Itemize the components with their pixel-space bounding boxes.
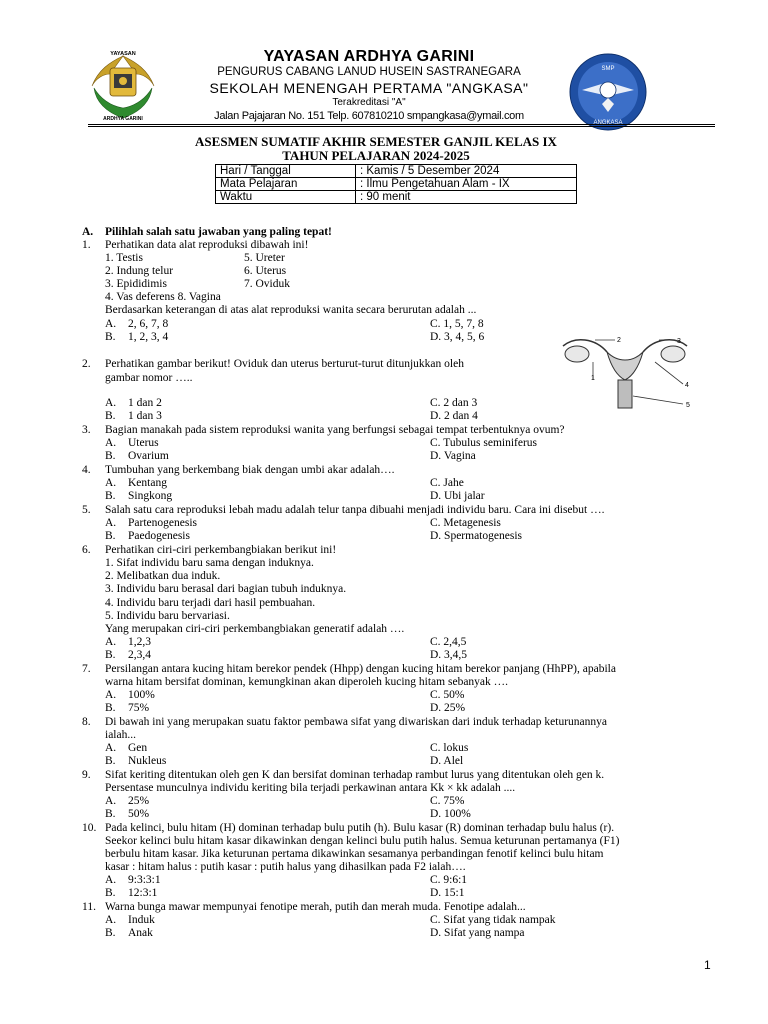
option-c[interactable]: C. 75% [430, 795, 465, 807]
option-b[interactable] [105, 649, 151, 662]
option-a[interactable] [105, 689, 155, 702]
list-item: 5. Individu baru bervariasi. [105, 610, 230, 622]
list-item: 3. Epididimis [105, 278, 167, 290]
exam-title: ASESMEN SUMATIF AKHIR SEMESTER GANJIL KELAS IX [195, 134, 557, 149]
option-text: Induk [128, 914, 155, 926]
foundation-name: YAYASAN ARDHYA GARINI [263, 48, 475, 65]
option-d[interactable]: D. 3,4,5 [430, 649, 468, 661]
list-item: 3. Individu baru berasal dari bagian tubuh induknya. [105, 583, 347, 595]
question-number: 5. [82, 504, 91, 516]
option-d[interactable]: D. Sifat yang nampa [430, 927, 525, 939]
question-number: 7. [82, 663, 91, 675]
info-row [216, 178, 577, 191]
list-item: 2. Melibatkan dua induk. [105, 570, 221, 582]
school-address: Jalan Pajajaran No. 151 Telp. 607810210 smpangkasa@ymail.com [214, 110, 524, 122]
option-label: B. [105, 887, 116, 899]
option-label: A. [105, 318, 117, 330]
info-value: : Kamis / 5 Desember 2024 [356, 165, 577, 178]
option-d[interactable]: D. 2 dan 4 [430, 410, 478, 422]
option-c[interactable]: C. Tubulus seminiferus [430, 437, 538, 449]
figure-label-1: 1 [591, 375, 595, 382]
info-value: : Ilmu Pengetahuan Alam - IX [356, 178, 577, 191]
option-d[interactable]: D. 15:1 [430, 887, 465, 899]
info-key: Waktu [216, 191, 356, 204]
option-text: 1 dan 3 [128, 410, 162, 422]
section-letter: A. [82, 226, 94, 238]
option-b[interactable] [105, 410, 162, 423]
option-a[interactable] [105, 874, 161, 887]
option-d[interactable]: D. Vagina [430, 450, 476, 462]
question-number: 10. [82, 822, 97, 834]
accreditation: Terakreditasi "A" [332, 97, 406, 108]
question-number: 6. [82, 544, 91, 556]
question-number: 11. [82, 901, 96, 913]
option-label: B. [105, 490, 116, 502]
question-stem: Di bawah ini yang merupakan suatu faktor pembawa sifat yang diwariskan dari induk terhadap keturunannya [105, 716, 608, 728]
option-label: B. [105, 927, 116, 939]
option-text: 2, 6, 7, 8 [128, 318, 169, 330]
option-label: B. [105, 808, 116, 820]
question-number: 4. [82, 464, 91, 476]
option-a[interactable] [105, 397, 162, 410]
option-c[interactable]: C. 9:6:1 [430, 874, 468, 886]
question-prompt: Yang merupakan ciri-ciri perkembangbiakan generatif adalah …. [105, 623, 405, 635]
option-c[interactable]: C. Jahe [430, 477, 464, 489]
list-item: 4. Vas deferens 8. Vagina [105, 291, 221, 303]
list-item: 2. Indung telur [105, 265, 174, 277]
option-text: 1, 2, 3, 4 [128, 331, 169, 343]
header-rule [88, 124, 715, 125]
info-key: Mata Pelajaran [216, 178, 356, 191]
option-label: A. [105, 397, 117, 409]
option-label: A. [105, 795, 117, 807]
option-label: B. [105, 755, 116, 767]
question-stem: warna hitam bersifat dominan, kemungkinan akan diperoleh kucing hitam sebanyak …. [105, 676, 509, 688]
question-number: 8. [82, 716, 91, 728]
option-label: B. [105, 530, 116, 542]
academic-year: TAHUN PELAJARAN 2024-2025 [282, 148, 470, 163]
header-rule-double [88, 126, 715, 127]
option-d[interactable]: D. 100% [430, 808, 471, 820]
option-c[interactable]: C. 2,4,5 [430, 636, 467, 648]
option-text: 1,2,3 [128, 636, 151, 648]
info-row [216, 191, 577, 204]
section-instruction: Pilihlah salah satu jawaban yang paling tepat! [105, 226, 332, 238]
option-c[interactable]: C. Metagenesis [430, 517, 501, 529]
option-d[interactable]: D. 25% [430, 702, 466, 714]
option-text: Kentang [128, 477, 167, 489]
exam-info-table [215, 164, 577, 204]
option-text: 1 dan 2 [128, 397, 162, 409]
question-number: 2. [82, 358, 91, 370]
option-c[interactable]: C. Sifat yang tidak nampak [430, 914, 556, 926]
figure-label-5: 5 [686, 402, 690, 409]
female-reproductive-system-figure [555, 332, 705, 412]
option-a[interactable] [105, 914, 155, 927]
option-d[interactable]: D. Ubi jalar [430, 490, 485, 502]
option-text: Partenogenesis [128, 517, 197, 529]
option-b[interactable] [105, 331, 168, 344]
option-d[interactable]: D. Spermatogenesis [430, 530, 522, 542]
page-number: 1 [704, 958, 711, 972]
option-label: A. [105, 914, 117, 926]
option-text: 2,3,4 [128, 649, 151, 661]
figure-label-3: 3 [677, 338, 681, 345]
branch-name: PENGURUS CABANG LANUD HUSEIN SASTRANEGARA [217, 66, 521, 78]
option-b[interactable] [105, 702, 149, 715]
option-text: 50% [128, 808, 150, 820]
question-stem: Seekor kelinci bulu hitam kasar dikawinkan dengan kelinci bulu putih halus. Semua keturunan pertamanya (F1) [105, 835, 620, 847]
question-stem: Sifat keriting ditentukan oleh gen K dan bersifat dominan terhadap rambut lurus yang ditentukan oleh gen k. [105, 769, 605, 781]
option-label: A. [105, 477, 117, 489]
list-item: 1. Sifat individu baru sama dengan induknya. [105, 557, 314, 569]
info-key: Hari / Tanggal [216, 165, 356, 178]
option-b[interactable] [105, 490, 172, 503]
list-item: 4. Individu baru terjadi dari hasil pembuahan. [105, 597, 316, 609]
option-c[interactable]: C. 2 dan 3 [430, 397, 478, 409]
option-text: Gen [128, 742, 148, 754]
question-number: 3. [82, 424, 91, 436]
option-text: Paedogenesis [128, 530, 190, 542]
option-d[interactable]: D. 3, 4, 5, 6 [430, 331, 485, 343]
question-stem: Warna bunga mawar mempunyai fenotipe merah, putih dan merah muda. Fenotipe adalah... [105, 901, 526, 913]
option-a[interactable] [105, 636, 151, 649]
question-number: 9. [82, 769, 91, 781]
option-c[interactable]: C. 1, 5, 7, 8 [430, 318, 484, 330]
question-stem: gambar nomor ….. [105, 372, 193, 384]
option-label: B. [105, 410, 116, 422]
question-stem: Perhatikan ciri-ciri perkembangbiakan berikut ini! [105, 544, 337, 556]
info-row [216, 165, 577, 178]
option-label: B. [105, 649, 116, 661]
question-stem: Persentase munculnya individu keriting bila terjadi perkawinan antara Kk × kk adalah .... [105, 782, 516, 794]
option-text: 25% [128, 795, 150, 807]
logo-left-bottom-text: ARDHYA GARINI [103, 116, 143, 122]
question-number: 1. [82, 239, 91, 251]
option-a[interactable] [105, 477, 167, 490]
option-a[interactable] [105, 742, 147, 755]
logo-right-bottom-text: ANGKASA [593, 120, 623, 126]
option-label: A. [105, 874, 117, 886]
option-text: 100% [128, 689, 155, 701]
question-stem: Tumbuhan yang berkembang biak dengan umbi akar adalah…. [105, 464, 395, 476]
option-label: B. [105, 702, 116, 714]
option-label: A. [105, 742, 117, 754]
question-stem: Perhatikan data alat reproduksi dibawah ini! [105, 239, 309, 251]
question-stem: Bagian manakah pada sistem reproduksi wanita yang berfungsi sebagai tempat terbentuknya ovum? [105, 424, 565, 436]
option-text: 9:3:3:1 [128, 874, 161, 886]
list-item: 7. Oviduk [244, 278, 290, 290]
option-c[interactable]: C. 50% [430, 689, 465, 701]
info-value: : 90 menit [356, 191, 577, 204]
option-text: 12:3:1 [128, 887, 158, 899]
question-stem: Persilangan antara kucing hitam berekor pendek (Hhpp) dengan kucing hitam berekor panjang (HhPP), apabila [105, 663, 616, 675]
list-item: 1. Testis [105, 252, 143, 264]
option-a[interactable] [105, 318, 168, 331]
logo-left-top-text: YAYASAN [110, 51, 136, 57]
option-b[interactable] [105, 808, 149, 821]
option-text: Singkong [128, 490, 173, 502]
option-label: A. [105, 636, 117, 648]
option-text: Ovarium [128, 450, 169, 462]
option-label: B. [105, 331, 116, 343]
question-stem: berbulu hitam kasar. Jika keturunan pertama dikawinkan sesamanya perbandingan fenotif kelinci bulu hitam [105, 848, 604, 860]
question-prompt: Berdasarkan keterangan di atas alat reproduksi wanita secara berurutan adalah ... [105, 304, 477, 316]
question-stem: Pada kelinci, bulu hitam (H) dominan terhadap bulu putih (h). Bulu kasar (R) dominan terhadap bulu halus (r). [105, 822, 615, 834]
logo-right-top-text: SMP [601, 66, 615, 72]
option-text: Anak [128, 927, 153, 939]
option-text: Nukleus [128, 755, 167, 767]
option-label: B. [105, 450, 116, 462]
option-a[interactable] [105, 437, 159, 450]
list-item: 6. Uterus [244, 265, 287, 277]
option-d[interactable]: D. Alel [430, 755, 464, 767]
option-b[interactable] [105, 887, 157, 900]
figure-label-4: 4 [685, 382, 689, 389]
option-text: Uterus [128, 437, 159, 449]
option-label: A. [105, 517, 117, 529]
option-a[interactable] [105, 795, 149, 808]
option-b[interactable] [105, 755, 166, 768]
question-stem: kasar : hitam halus : putih kasar : putih halus yang dihasilkan pada F2 ialah…. [105, 861, 466, 873]
question-stem: Salah satu cara reproduksi lebah madu adalah telur tanpa dibuahi menjadi individu baru. Cara ini disebut …. [105, 504, 605, 516]
option-b[interactable] [105, 450, 169, 463]
option-b[interactable] [105, 927, 153, 940]
list-item: 5. Ureter [244, 252, 285, 264]
question-stem: ialah... [105, 729, 136, 741]
option-text: 75% [128, 702, 150, 714]
school-name: SEKOLAH MENENGAH PERTAMA "ANGKASA" [209, 80, 529, 96]
option-label: A. [105, 437, 117, 449]
question-stem: Perhatikan gambar berikut! Oviduk dan uterus berturut-turut ditunjukkan oleh [105, 358, 464, 370]
option-c[interactable]: C. lokus [430, 742, 469, 754]
option-b[interactable] [105, 530, 190, 543]
option-label: A. [105, 689, 117, 701]
figure-label-2: 2 [617, 337, 621, 344]
option-a[interactable] [105, 517, 197, 530]
